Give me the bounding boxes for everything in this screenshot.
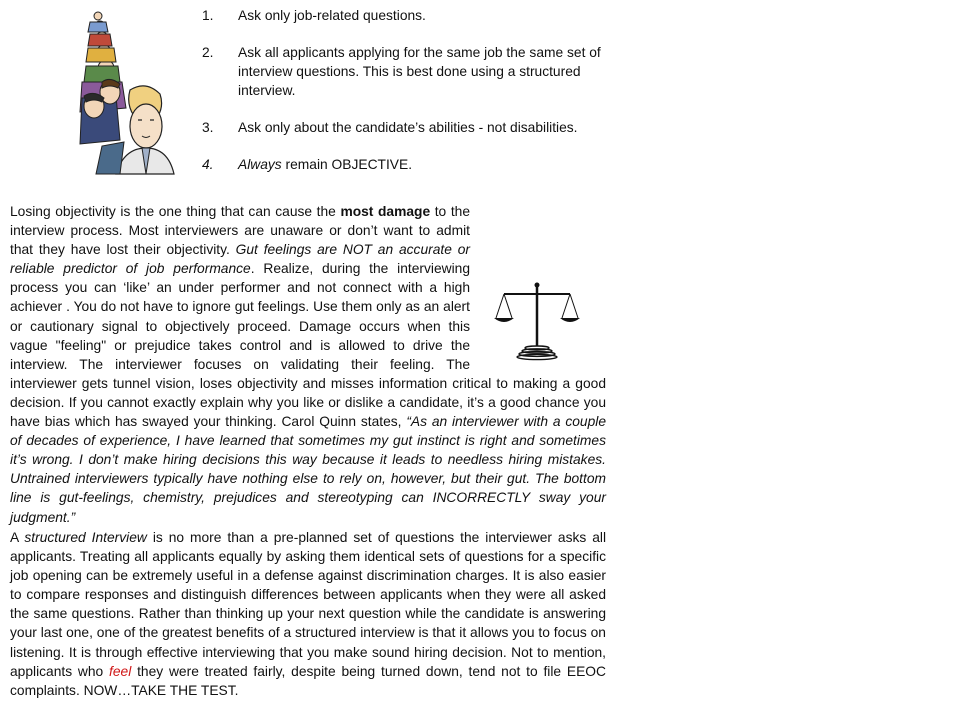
para1-text-a: Losing objectivity is the one thing that can cause the: [10, 204, 341, 219]
people-queue-illustration: [76, 8, 176, 176]
structured-interview-paragraph: [10, 528, 606, 700]
list-item: [202, 155, 612, 174]
objectivity-paragraph: [10, 202, 606, 527]
para1-text-c: . Realize, during the interviewing process you can ‘like’ an under performer and not connect with a high achiever . You do not have to ignore gut feelings. Use them only as an alert or cautionary signal to objectively proceed. Damage occurs when this vague "feeling" or prejudice takes control and is allowed to drive the interview. The interviewer focuses on validating their feeling. The interviewer gets tunnel vision, loses objectivity and misses information critical to making a good decision. If you cannot exactly explain why you like or dislike a candidate, it’s a good chance you have bias which has swayed your thinking. Carol Quinn states,: [10, 261, 606, 430]
para2-text-c: they were treated fairly, despite being turned down, tend not to file EEOC complaints. NOW…TAKE THE TEST.: [10, 663, 607, 698]
list-number: 1.: [202, 8, 214, 23]
list-text: remain OBJECTIVE.: [281, 157, 413, 172]
list-emphasis: Always: [238, 157, 282, 172]
list-item: [202, 43, 612, 100]
list-text: Ask all applicants applying for the same job the same set of interview questions. This is best done using a structured interview.: [238, 45, 601, 98]
list-number: 3.: [202, 120, 214, 135]
para1-italic: Gut feelings are NOT an accurate or reliable predictor of job performance: [10, 242, 470, 277]
list-text: Ask only job-related questions.: [238, 8, 426, 23]
list-number: 2.: [202, 45, 214, 60]
interview-rules-list: [202, 6, 612, 192]
para2-italic: structured Interview: [24, 530, 147, 545]
list-number: 4.: [202, 157, 214, 172]
para2-text-a: A: [10, 530, 25, 545]
list-item: [202, 6, 612, 25]
carol-quinn-quote: “As an interviewer with a couple of decades of experience, I have learned that sometimes my gut instinct is right and sometimes it’s wrong. I don’t make hiring decisions this way because it leads to needless hiring mistakes. Untrained interviewers typically have nothing else to rely on, however, but their gut. The bottom line is gut-feelings, chemistry, prejudices and stereotyping can INCORRECTLY sway your judgment.”: [10, 414, 607, 525]
balance-scales-illustration: [494, 280, 580, 362]
para1-text-b: to the interview process. Most interviewers are unaware or don’t want to admit that they have lost their objectivity.: [10, 204, 470, 258]
para2-text-b: is no more than a pre-planned set of questions the interviewer asks all applicants. Treating all applicants equally by asking them identical sets of questions for a specific job opening can be extremely useful in a defense against discrimination charges. It is also easier to compare responses and distinguish differences between applicants when they were all asked the same questions. Rather than thinking up your next question while the candidate is answering your last one, one of the greatest benefits of a structured interview is that it allows you to focus on listening. It is through effective interviewing that you make sound hiring decision. Not to mention, applicants who: [10, 530, 607, 679]
feel-emphasis: feel: [109, 663, 132, 679]
para1-bold: most damage: [340, 204, 431, 219]
list-text: Ask only about the candidate’s abilities - not disabilities.: [238, 120, 578, 135]
list-item: [202, 118, 612, 137]
